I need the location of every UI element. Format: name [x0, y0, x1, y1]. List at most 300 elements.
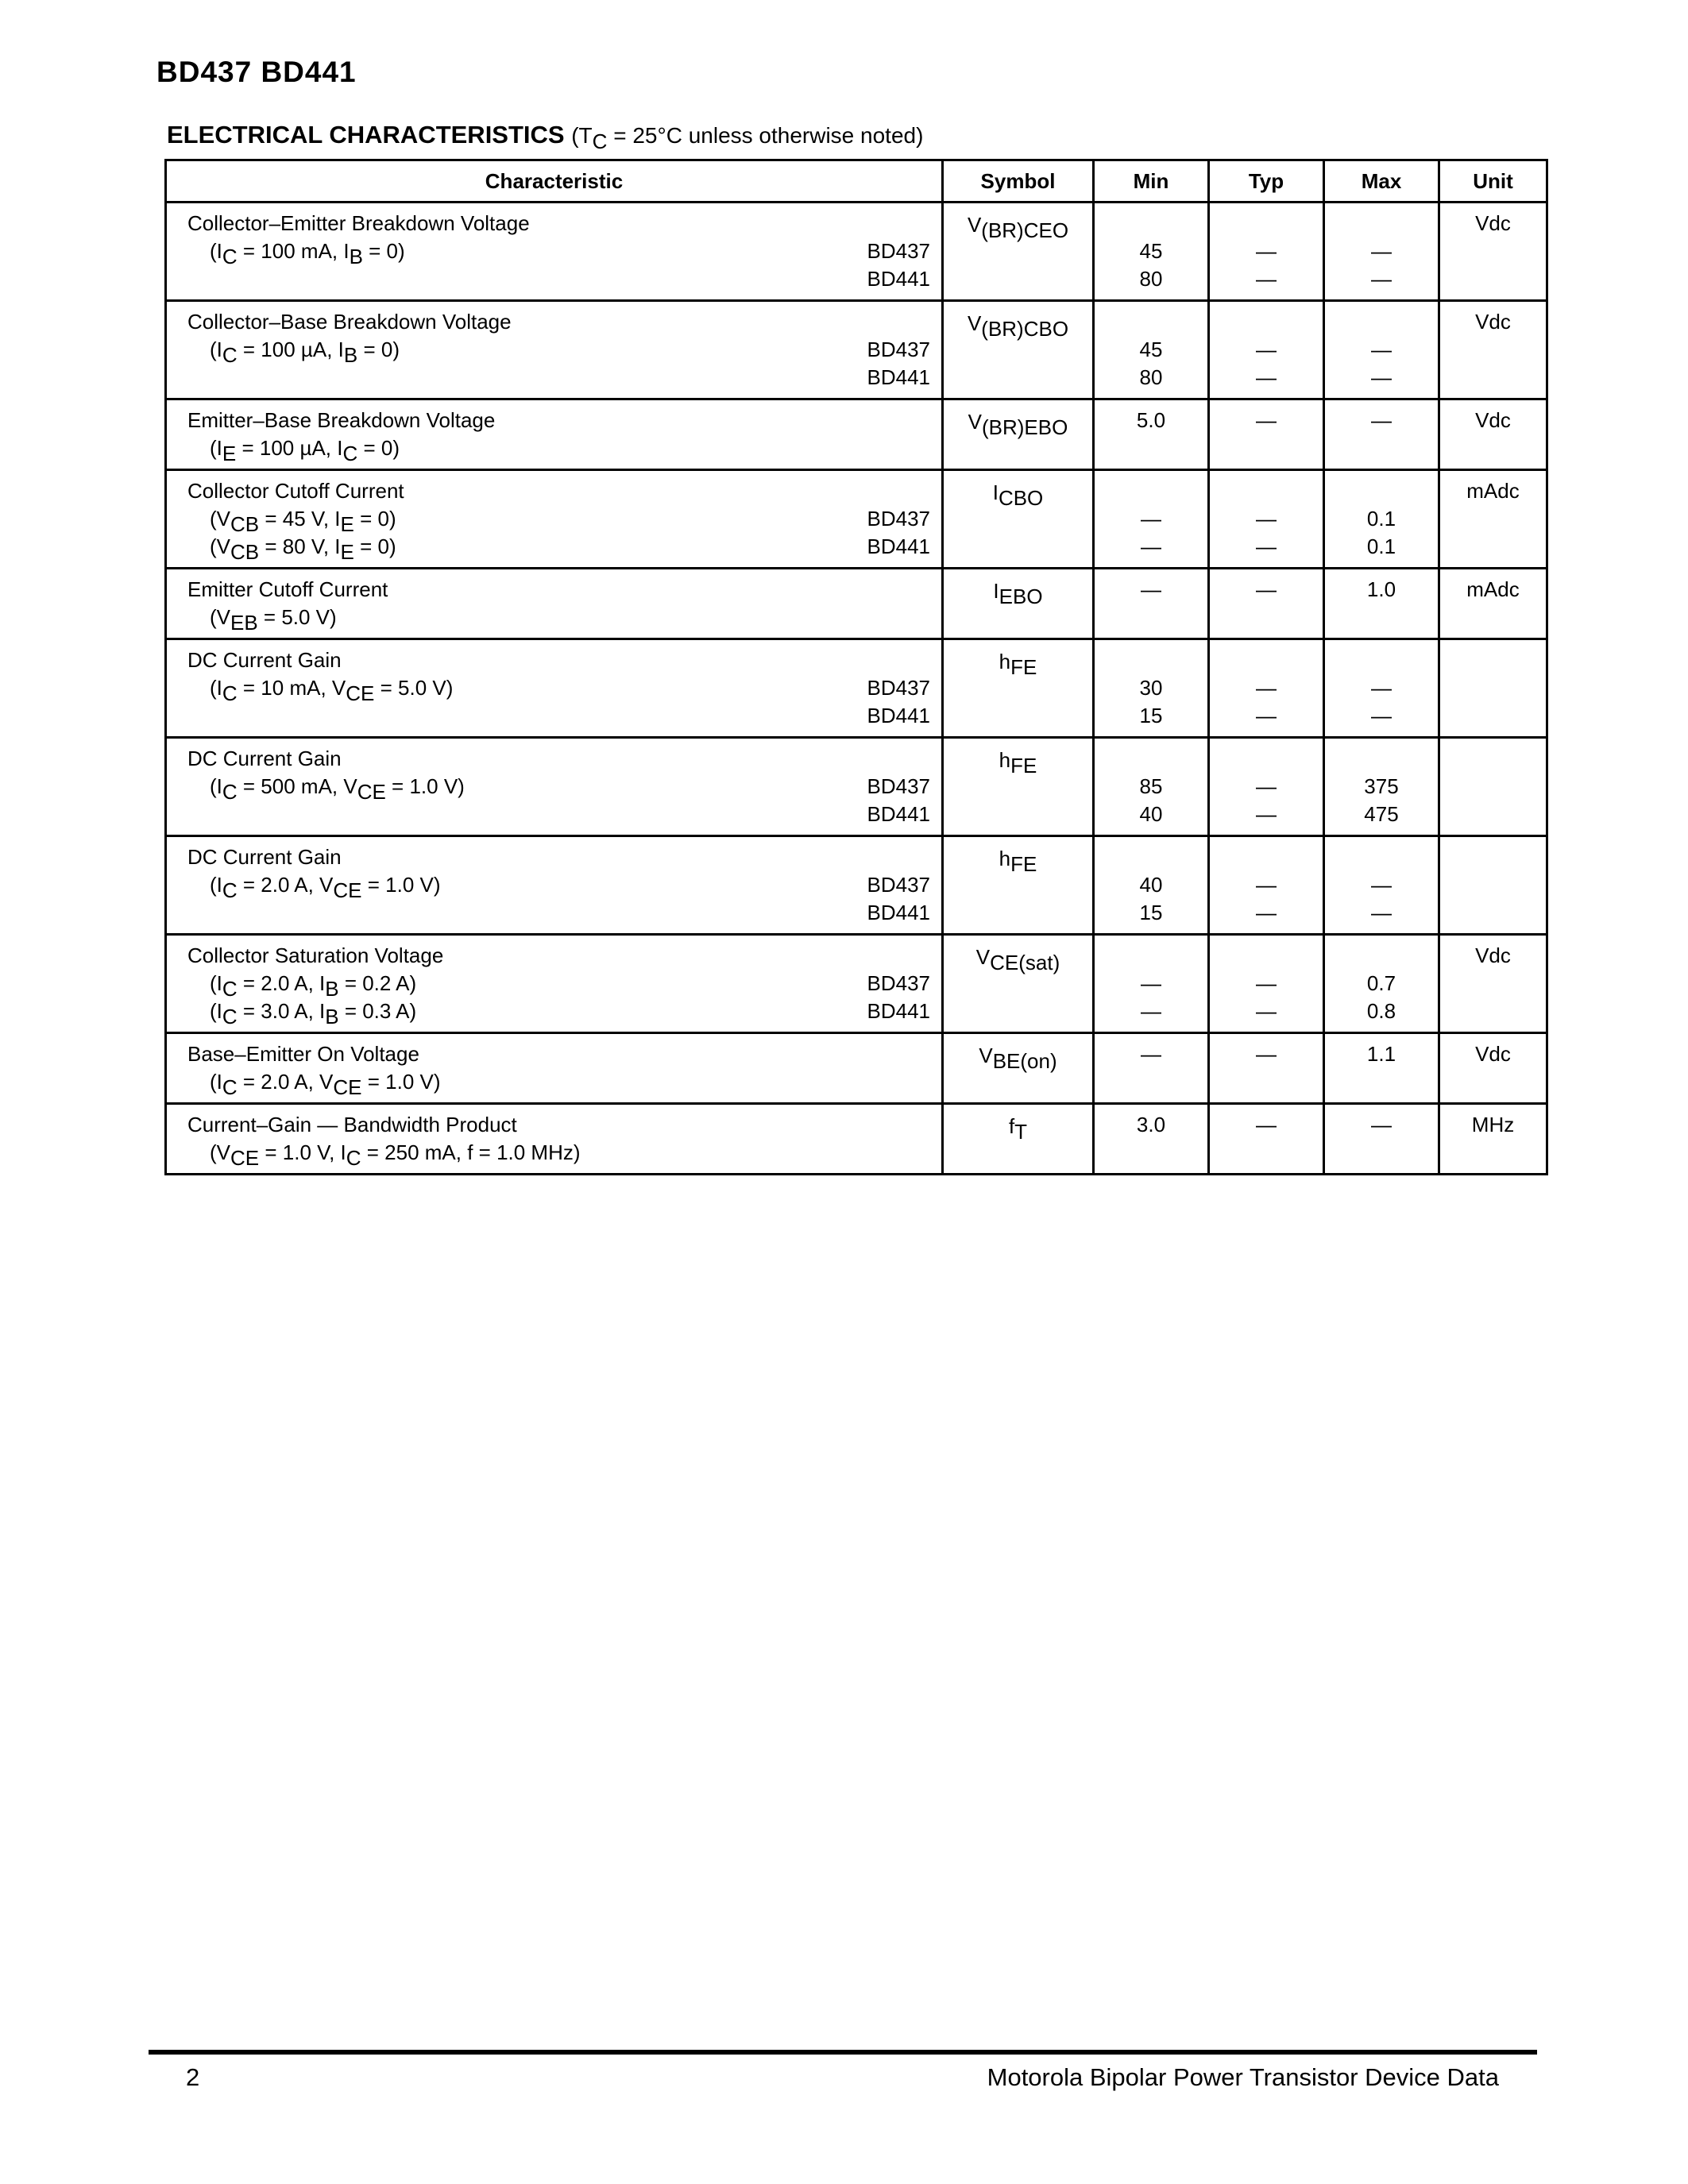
max-value: —	[1371, 901, 1392, 924]
subscript-text: C	[222, 681, 238, 705]
device-label: BD437	[867, 507, 930, 531]
cell-min	[1094, 1033, 1209, 1104]
test-condition	[187, 336, 400, 367]
cell-typ	[1209, 399, 1324, 470]
cell-max	[1324, 203, 1439, 301]
note-post: = 25°C unless otherwise noted)	[607, 123, 924, 148]
typ-value: —	[1256, 338, 1277, 361]
spacer-line	[1210, 210, 1323, 237]
spacer-line	[1325, 646, 1438, 674]
text-fragment: I	[992, 480, 999, 504]
text-fragment: (I	[210, 436, 222, 460]
characteristic-title: Collector Saturation Voltage	[187, 943, 444, 967]
cell-characteristic	[166, 935, 943, 1033]
cell-characteristic	[166, 470, 943, 569]
table-row	[166, 470, 1547, 569]
text-fragment: V	[967, 213, 982, 237]
typ-value: —	[1256, 365, 1277, 389]
spacer-line	[1325, 308, 1438, 336]
characteristic-title: DC Current Gain	[187, 845, 342, 869]
cell-characteristic	[166, 1104, 943, 1175]
text-fragment: = 0)	[353, 507, 396, 531]
text-fragment: (I	[210, 676, 222, 700]
table-row	[166, 399, 1547, 470]
text-fragment: (I	[210, 1070, 222, 1094]
cell-min	[1094, 935, 1209, 1033]
subscript-text: FE	[1010, 754, 1037, 778]
test-condition	[187, 1139, 581, 1170]
spacer-line	[1095, 942, 1207, 970]
subscript-text: C	[222, 245, 238, 268]
max-value: 1.1	[1366, 1042, 1396, 1066]
test-condition	[187, 237, 405, 268]
condition-line	[187, 265, 930, 293]
condition-line	[187, 871, 930, 902]
typ-value: —	[1256, 676, 1277, 700]
typ-value: —	[1256, 408, 1277, 432]
device-label: BD437	[867, 971, 930, 995]
test-condition	[187, 604, 337, 635]
text-fragment: V	[979, 1044, 993, 1067]
characteristic-title-line	[187, 576, 930, 604]
cell-min	[1094, 470, 1209, 569]
text-fragment: (V	[210, 507, 230, 531]
subscript-text: CB	[230, 512, 260, 536]
min-value: —	[1141, 577, 1161, 601]
text-fragment: = 1.0 V)	[361, 873, 441, 897]
cell-symbol	[943, 470, 1094, 569]
typ-value: —	[1256, 971, 1277, 995]
cell-unit	[1439, 738, 1547, 836]
condition-line	[187, 434, 930, 465]
text-fragment: = 500 mA, V	[237, 774, 357, 798]
text-fragment: (I	[210, 239, 222, 263]
characteristic-title: Collector Cutoff Current	[187, 479, 404, 503]
subscript-text: E	[222, 442, 237, 465]
table-row	[166, 203, 1547, 301]
table-row	[166, 639, 1547, 738]
text-fragment: = 1.0 V, I	[259, 1140, 346, 1164]
condition-line	[187, 773, 930, 804]
device-label: BD437	[867, 239, 930, 263]
test-condition	[187, 505, 396, 536]
min-value: —	[1141, 999, 1161, 1023]
cell-max	[1324, 301, 1439, 399]
subscript-text: E	[340, 512, 354, 536]
text-fragment: = 0)	[353, 534, 396, 558]
cell-unit	[1439, 836, 1547, 935]
cell-symbol	[943, 1104, 1094, 1175]
subscript-text: FE	[1010, 852, 1037, 876]
characteristic-title: DC Current Gain	[187, 747, 342, 770]
subscript-text: CE	[333, 1075, 362, 1099]
subscript-text: CE	[357, 780, 386, 804]
typ-value: —	[1256, 577, 1277, 601]
test-condition	[187, 899, 210, 927]
cell-symbol	[943, 399, 1094, 470]
table-row	[166, 569, 1547, 639]
condition-line	[187, 674, 930, 705]
test-condition	[187, 773, 465, 804]
text-fragment: V	[967, 311, 982, 335]
device-label: BD441	[867, 999, 930, 1023]
spacer-line	[1210, 308, 1323, 336]
subscript-text: EB	[230, 611, 258, 635]
min-value: —	[1141, 534, 1161, 558]
min-value: 5.0	[1136, 408, 1166, 432]
subscript-text: CBO	[998, 486, 1044, 510]
spacer-line	[1325, 745, 1438, 773]
max-value: —	[1371, 365, 1392, 389]
test-condition	[187, 674, 454, 705]
cell-unit: Vdc	[1439, 1033, 1547, 1104]
table-row	[166, 1033, 1547, 1104]
characteristic-title-line	[187, 843, 930, 871]
characteristic-title: Emitter–Base Breakdown Voltage	[187, 408, 496, 432]
spacer-line	[1210, 745, 1323, 773]
characteristic-title: Emitter Cutoff Current	[187, 577, 388, 601]
device-label: BD437	[867, 338, 930, 361]
text-fragment: = 100 µA, I	[236, 436, 343, 460]
table-header	[166, 160, 1547, 203]
subscript-text: CE	[346, 681, 375, 705]
min-value: 80	[1139, 365, 1163, 389]
table-row	[166, 738, 1547, 836]
cell-typ	[1209, 301, 1324, 399]
cell-symbol	[943, 301, 1094, 399]
cell-unit: Vdc	[1439, 399, 1547, 470]
spacer-line	[1095, 745, 1207, 773]
cell-typ	[1209, 203, 1324, 301]
subscript-text: FE	[1010, 655, 1037, 679]
min-value: —	[1141, 1042, 1161, 1066]
section-title	[167, 121, 924, 153]
typ-value: —	[1256, 507, 1277, 531]
spacer-line	[1095, 477, 1207, 505]
text-fragment: I	[993, 579, 999, 603]
column-header-min: Min	[1094, 160, 1209, 203]
cell-min	[1094, 301, 1209, 399]
test-condition	[187, 871, 441, 902]
cell-typ	[1209, 1104, 1324, 1175]
test-condition	[187, 702, 210, 730]
device-label: BD437	[867, 774, 930, 798]
subscript-text: C	[222, 1005, 238, 1028]
typ-value: —	[1256, 774, 1277, 798]
subscript-text: CE	[333, 878, 362, 902]
text-fragment: = 0)	[362, 239, 405, 263]
max-value: 1.0	[1366, 577, 1396, 601]
max-value: —	[1371, 1113, 1392, 1136]
condition-line	[187, 505, 930, 536]
test-condition	[187, 434, 400, 465]
text-fragment: (I	[210, 999, 222, 1023]
subscript-text: (BR)CBO	[981, 317, 1069, 341]
spacer-line	[1325, 942, 1438, 970]
text-fragment: V	[975, 945, 991, 969]
cell-characteristic	[166, 203, 943, 301]
spacer-line	[1210, 942, 1323, 970]
characteristic-title: Collector–Base Breakdown Voltage	[187, 310, 512, 334]
condition-line	[187, 1139, 930, 1170]
device-label: BD441	[867, 267, 930, 291]
subscript-text: T	[1014, 1120, 1028, 1144]
text-fragment: = 0)	[357, 338, 400, 361]
cell-min	[1094, 738, 1209, 836]
device-label: BD441	[867, 534, 930, 558]
text-fragment: = 5.0 V)	[257, 605, 337, 629]
text-fragment: = 250 mA, f = 1.0 MHz)	[361, 1140, 581, 1164]
max-value: —	[1371, 267, 1392, 291]
test-condition	[187, 364, 210, 392]
table-header-row	[166, 160, 1547, 203]
test-condition	[187, 265, 210, 293]
condition-line	[187, 997, 930, 1028]
cell-unit	[1439, 639, 1547, 738]
characteristic-title: DC Current Gain	[187, 648, 342, 672]
subscript-text: (BR)CEO	[981, 218, 1069, 242]
subscript-text: CE	[230, 1146, 260, 1170]
characteristic-title-line	[187, 407, 930, 434]
cell-max	[1324, 1104, 1439, 1175]
subscript-text: C	[342, 442, 358, 465]
text-fragment: = 0.3 A)	[338, 999, 417, 1023]
characteristic-title-line	[187, 745, 930, 773]
column-header-symbol: Symbol	[943, 160, 1094, 203]
cell-symbol	[943, 1033, 1094, 1104]
characteristic-title-line	[187, 210, 930, 237]
text-fragment: V	[968, 410, 982, 434]
text-fragment: = 100 µA, I	[237, 338, 344, 361]
subscript-text: C	[222, 977, 238, 1001]
spacer-line	[1095, 646, 1207, 674]
test-condition	[187, 801, 210, 828]
cell-characteristic	[166, 738, 943, 836]
section-condition-note	[571, 123, 924, 153]
test-condition	[187, 997, 417, 1028]
typ-value: —	[1256, 239, 1277, 263]
subscript-text: BE(on)	[992, 1049, 1057, 1073]
subscript-text: B	[343, 343, 358, 367]
cell-max	[1324, 639, 1439, 738]
min-value: 45	[1139, 239, 1163, 263]
cell-symbol	[943, 836, 1094, 935]
cell-symbol	[943, 935, 1094, 1033]
typ-value: —	[1256, 999, 1277, 1023]
text-fragment: = 1.0 V)	[361, 1070, 441, 1094]
characteristic-title-line	[187, 477, 930, 505]
typ-value: —	[1256, 901, 1277, 924]
subscript-text: CB	[230, 540, 260, 564]
max-value: 375	[1364, 774, 1399, 798]
test-condition	[187, 970, 417, 1001]
characteristic-title: Base–Emitter On Voltage	[187, 1042, 419, 1066]
min-value: 40	[1139, 802, 1163, 826]
cell-min	[1094, 203, 1209, 301]
cell-typ	[1209, 569, 1324, 639]
cell-max	[1324, 1033, 1439, 1104]
footer-text: Motorola Bipolar Power Transistor Device Data	[987, 2063, 1499, 2091]
test-condition	[187, 1068, 441, 1099]
table-body	[166, 203, 1547, 1175]
table-row	[166, 836, 1547, 935]
max-value: —	[1371, 239, 1392, 263]
cell-min	[1094, 1104, 1209, 1175]
text-fragment: = 100 mA, I	[237, 239, 350, 263]
condition-line	[187, 702, 930, 730]
characteristic-title: Current–Gain — Bandwidth Product	[187, 1113, 517, 1136]
cell-symbol	[943, 569, 1094, 639]
cell-characteristic	[166, 1033, 943, 1104]
cell-unit: Vdc	[1439, 203, 1547, 301]
max-value: —	[1371, 704, 1392, 727]
cell-characteristic	[166, 301, 943, 399]
footer-rule	[149, 2050, 1537, 2055]
text-fragment: = 2.0 A, I	[237, 971, 326, 995]
page-number: 2	[186, 2063, 200, 2091]
characteristic-title: Collector–Emitter Breakdown Voltage	[187, 211, 530, 235]
text-fragment: (V	[210, 1140, 230, 1164]
text-fragment: (V	[210, 534, 230, 558]
spacer-line	[1325, 210, 1438, 237]
cell-typ	[1209, 836, 1324, 935]
text-fragment: = 45 V, I	[259, 507, 341, 531]
cell-max	[1324, 470, 1439, 569]
text-fragment: = 80 V, I	[259, 534, 341, 558]
typ-value: —	[1256, 873, 1277, 897]
cell-max	[1324, 569, 1439, 639]
subscript-text: C	[222, 878, 238, 902]
cell-min	[1094, 836, 1209, 935]
condition-line	[187, 237, 930, 268]
cell-max	[1324, 935, 1439, 1033]
text-fragment: = 3.0 A, I	[237, 999, 326, 1023]
max-value: —	[1371, 676, 1392, 700]
subscript-text: C	[222, 1075, 238, 1099]
cell-unit: Vdc	[1439, 301, 1547, 399]
max-value: —	[1371, 408, 1392, 432]
text-fragment: = 10 mA, V	[237, 676, 346, 700]
table-row	[166, 935, 1547, 1033]
max-value: —	[1371, 873, 1392, 897]
table-row	[166, 301, 1547, 399]
min-value: 80	[1139, 267, 1163, 291]
condition-line	[187, 336, 930, 367]
device-label: BD437	[867, 873, 930, 897]
cell-symbol	[943, 639, 1094, 738]
cell-min	[1094, 399, 1209, 470]
cell-min	[1094, 569, 1209, 639]
characteristic-title-line	[187, 646, 930, 674]
min-value: 45	[1139, 338, 1163, 361]
subscript-text: B	[325, 977, 339, 1001]
condition-line	[187, 1068, 930, 1099]
column-header-typ: Typ	[1209, 160, 1324, 203]
cell-unit: mAdc	[1439, 569, 1547, 639]
cell-max	[1324, 836, 1439, 935]
characteristic-title-line	[187, 1111, 930, 1139]
text-fragment: (I	[210, 774, 222, 798]
text-fragment: = 2.0 A, V	[237, 1070, 334, 1094]
cell-symbol	[943, 203, 1094, 301]
max-value: 0.8	[1366, 999, 1396, 1023]
max-value: 0.1	[1366, 534, 1396, 558]
text-fragment: (I	[210, 971, 222, 995]
typ-value: —	[1256, 1042, 1277, 1066]
cell-typ	[1209, 639, 1324, 738]
min-value: 40	[1139, 873, 1163, 897]
subscript-text: B	[325, 1005, 339, 1028]
condition-line	[187, 899, 930, 927]
spacer-line	[1210, 477, 1323, 505]
condition-line	[187, 533, 930, 564]
table-row	[166, 1104, 1547, 1175]
text-fragment: (I	[210, 338, 222, 361]
cell-typ	[1209, 738, 1324, 836]
max-value: 475	[1364, 802, 1399, 826]
cell-unit: mAdc	[1439, 470, 1547, 569]
cell-characteristic	[166, 639, 943, 738]
text-fragment: (V	[210, 605, 230, 629]
min-value: —	[1141, 507, 1161, 531]
text-fragment: (I	[210, 873, 222, 897]
cell-max	[1324, 738, 1439, 836]
condition-line	[187, 604, 930, 635]
cell-typ	[1209, 935, 1324, 1033]
text-fragment: = 2.0 A, V	[237, 873, 334, 897]
device-label: BD437	[867, 676, 930, 700]
device-label: BD441	[867, 802, 930, 826]
subscript-text: C	[222, 343, 238, 367]
subscript-text: B	[349, 245, 363, 268]
min-value: 15	[1139, 901, 1163, 924]
max-value: 0.1	[1366, 507, 1396, 531]
typ-value: —	[1256, 704, 1277, 727]
typ-value: —	[1256, 802, 1277, 826]
cell-unit: Vdc	[1439, 935, 1547, 1033]
min-value: 15	[1139, 704, 1163, 727]
text-fragment: = 0)	[357, 436, 400, 460]
condition-line	[187, 801, 930, 828]
typ-value: —	[1256, 1113, 1277, 1136]
cell-typ	[1209, 470, 1324, 569]
note-pre: (T	[571, 123, 593, 148]
characteristic-title-line	[187, 308, 930, 336]
cell-max	[1324, 399, 1439, 470]
cell-symbol	[943, 738, 1094, 836]
subscript-text: C	[346, 1146, 361, 1170]
min-value: —	[1141, 971, 1161, 995]
min-value: 30	[1139, 676, 1163, 700]
cell-typ	[1209, 1033, 1324, 1104]
characteristic-title-line	[187, 942, 930, 970]
cell-min	[1094, 639, 1209, 738]
column-header-unit: Unit	[1439, 160, 1547, 203]
text-fragment: = 5.0 V)	[374, 676, 454, 700]
note-sub: C	[592, 129, 608, 153]
spacer-line	[1210, 646, 1323, 674]
column-header-characteristic: Characteristic	[166, 160, 943, 203]
spacer-line	[1210, 843, 1323, 871]
text-fragment: f	[1008, 1114, 1015, 1138]
max-value: —	[1371, 338, 1392, 361]
min-value: 3.0	[1136, 1113, 1166, 1136]
subscript-text: (BR)EBO	[982, 415, 1068, 439]
text-fragment: = 1.0 V)	[385, 774, 465, 798]
min-value: 85	[1139, 774, 1163, 798]
condition-line	[187, 364, 930, 392]
device-label: BD441	[867, 365, 930, 389]
